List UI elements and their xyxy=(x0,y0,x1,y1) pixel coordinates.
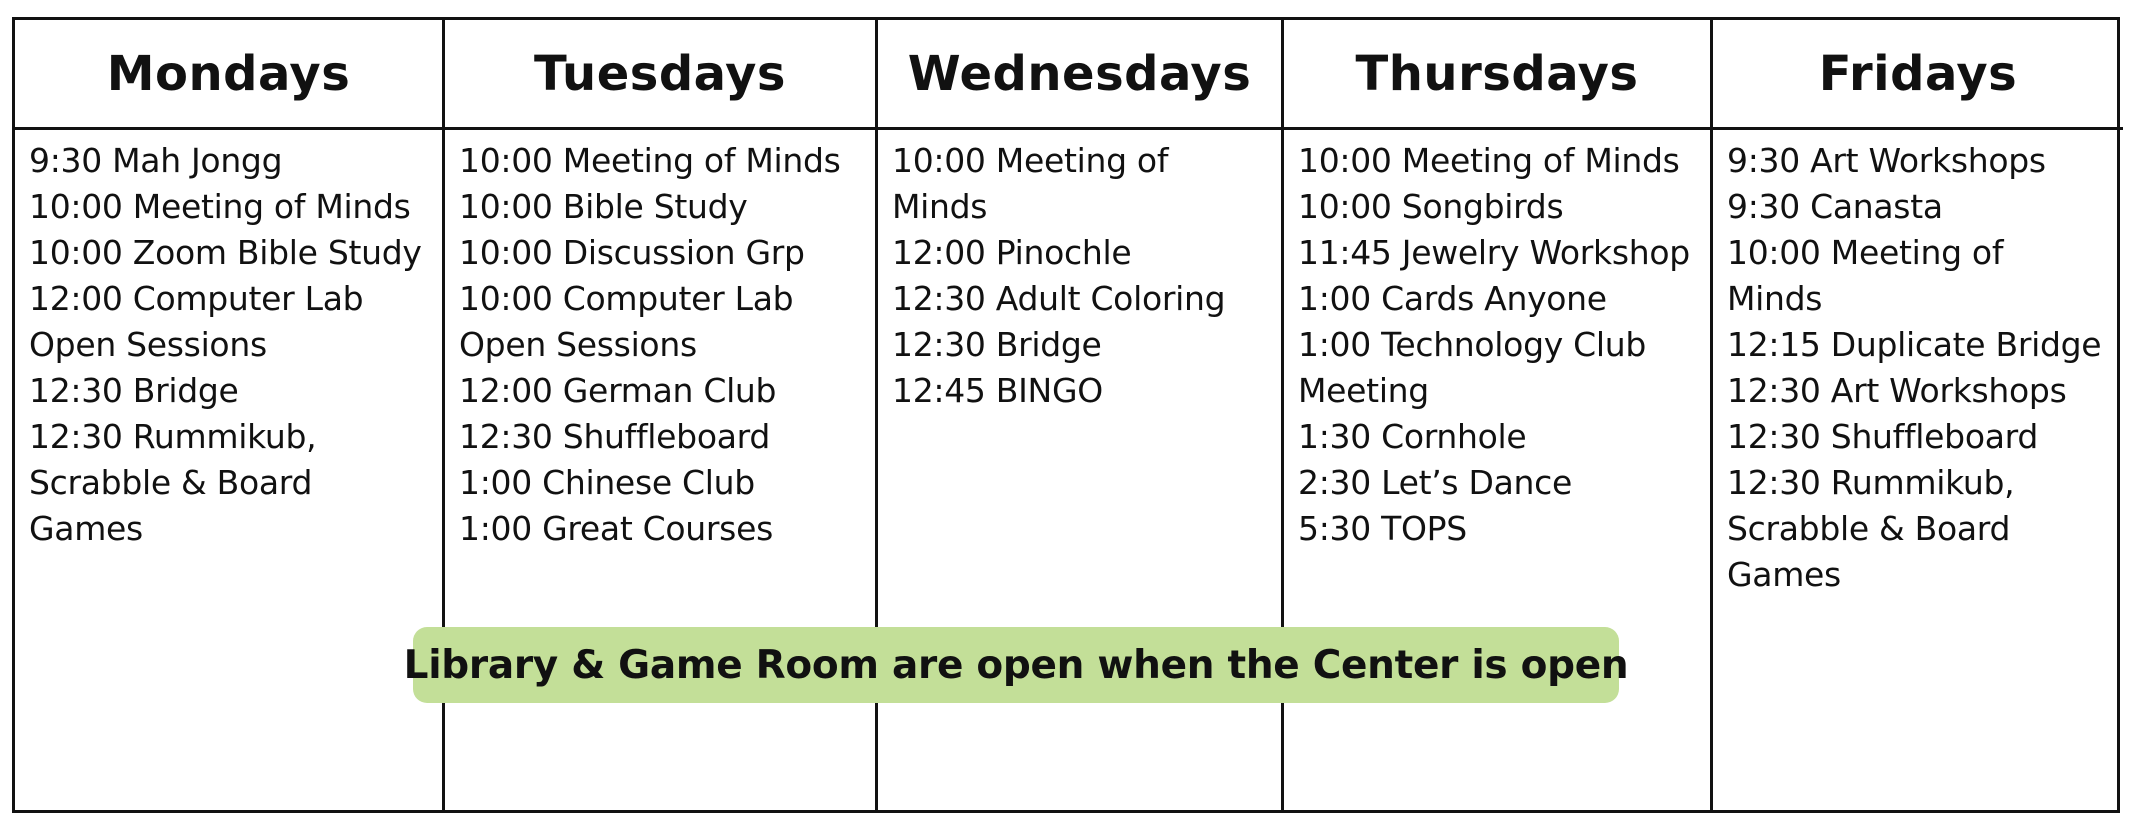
column-thursdays xyxy=(1284,130,1713,810)
header-fridays: Fridays xyxy=(1713,20,2123,130)
activity-item: 10:00 Meeting of Minds xyxy=(29,187,411,226)
column-mondays xyxy=(15,130,445,810)
activity-item: 10:00 Computer Lab Open Sessions xyxy=(459,279,794,364)
activity-item: 12:00 Computer Lab Open Sessions xyxy=(29,279,364,364)
activity-item: 12:45 BINGO xyxy=(892,371,1103,410)
activity-list-fridays xyxy=(1727,138,2115,598)
activity-item: 1:00 Technology Club Meeting xyxy=(1298,325,1647,410)
header-thursdays: Thursdays xyxy=(1284,20,1713,130)
activity-item: 12:30 Shuffleboard xyxy=(1727,417,2038,456)
activity-item: 12:00 Pinochle xyxy=(892,233,1132,272)
column-fridays xyxy=(1713,130,2123,810)
activity-item: 12:30 Shuffleboard xyxy=(459,417,770,456)
activity-item: 10:00 Bible Study xyxy=(459,187,748,226)
header-wednesdays: Wednesdays xyxy=(878,20,1284,130)
activity-item: 5:30 TOPS xyxy=(1298,509,1467,548)
activity-item: 12:30 Bridge xyxy=(29,371,239,410)
activity-item: 12:30 Rummikub, Scrabble & Board Games xyxy=(29,417,317,548)
activity-item: 10:00 Songbirds xyxy=(1298,187,1564,226)
activity-item: 1:00 Cards Anyone xyxy=(1298,279,1607,318)
activity-item: 10:00 Meeting of Minds xyxy=(459,141,841,180)
activity-item: 1:30 Cornhole xyxy=(1298,417,1527,456)
header-mondays: Mondays xyxy=(15,20,445,130)
activity-list-tuesdays xyxy=(459,138,867,552)
activity-item: 1:00 Great Courses xyxy=(459,509,773,548)
activity-item: 12:30 Rummikub, Scrabble & Board Games xyxy=(1727,463,2015,594)
activity-item: 10:00 Zoom Bible Study xyxy=(29,233,422,272)
activity-list-thursdays xyxy=(1298,138,1702,552)
activity-item: 12:30 Art Workshops xyxy=(1727,371,2067,410)
activity-item: 11:45 Jewelry Workshop xyxy=(1298,233,1690,272)
column-tuesdays xyxy=(445,130,878,810)
activity-item: 9:30 Mah Jongg xyxy=(29,141,283,180)
activity-item: 1:00 Chinese Club xyxy=(459,463,755,502)
activity-list-mondays xyxy=(29,138,434,552)
activity-item: 10:00 Discussion Grp xyxy=(459,233,805,272)
column-wednesdays xyxy=(878,130,1284,810)
activity-item: 9:30 Art Workshops xyxy=(1727,141,2046,180)
header-tuesdays: Tuesdays xyxy=(445,20,878,130)
activity-item: 9:30 Canasta xyxy=(1727,187,1943,226)
activity-list-wednesdays xyxy=(892,138,1273,414)
activity-item: 10:00 Meeting of Minds xyxy=(892,141,1169,226)
activity-item: 10:00 Meeting of Minds xyxy=(1298,141,1680,180)
activity-item: 2:30 Let’s Dance xyxy=(1298,463,1573,502)
activity-item: 12:30 Adult Coloring xyxy=(892,279,1226,318)
activity-item: 12:00 German Club xyxy=(459,371,777,410)
library-game-room-banner: Library & Game Room are open when the Center is open xyxy=(413,627,1619,703)
activity-item: 12:15 Duplicate Bridge xyxy=(1727,325,2102,364)
activity-item: 10:00 Meeting of Minds xyxy=(1727,233,2004,318)
activity-item: 12:30 Bridge xyxy=(892,325,1102,364)
